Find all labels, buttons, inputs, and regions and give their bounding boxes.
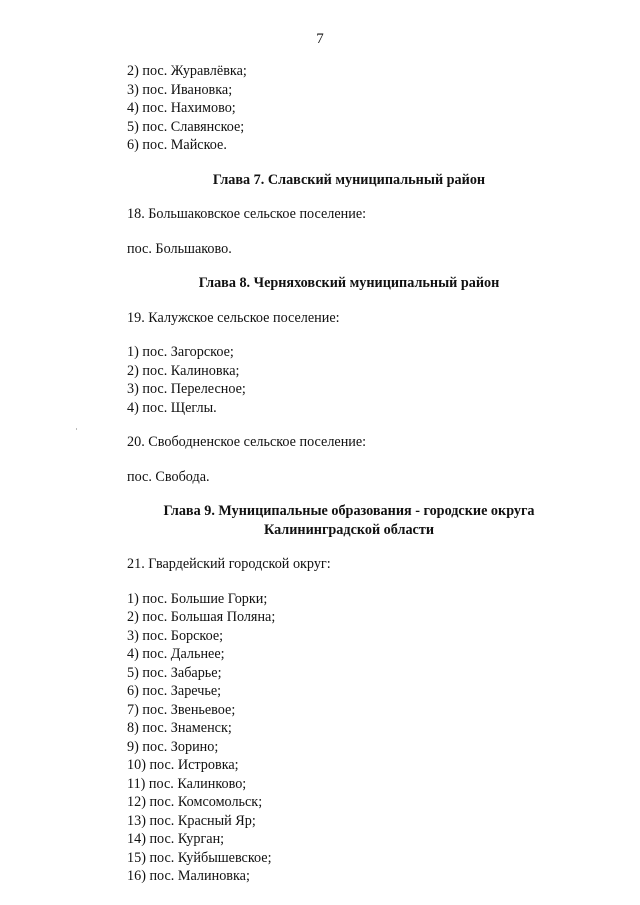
list-item: 4) пос. Щеглы. xyxy=(127,399,217,416)
list-item: 6) пос. Заречье; xyxy=(127,683,222,699)
document-body xyxy=(127,62,567,886)
list-item: 10) пос. Истровка; xyxy=(127,757,239,773)
chapter-9-heading xyxy=(115,502,583,539)
list-item: 9) пос. Зорино; xyxy=(127,738,219,755)
list-item: 6) пос. Майское. xyxy=(127,137,227,153)
list-item: 14) пос. Курган; xyxy=(127,831,225,847)
list-item: 3) пос. Ивановка; xyxy=(127,81,233,98)
district-title: 21. Гвардейский городской округ: xyxy=(127,556,331,572)
chapter-9-heading-line: Глава 9. Муниципальные образования - городские округа xyxy=(163,503,535,519)
list-item: 5) пос. Забарье; xyxy=(127,664,222,681)
list-item: 3) пос. Борское; xyxy=(127,627,224,644)
list-item: 2) пос. Большая Поляна; xyxy=(127,609,276,625)
list-item: 3) пос. Перелесное; xyxy=(127,381,246,397)
settlement-text: пос. Большаково. xyxy=(127,240,232,257)
chapter-7-heading: Глава 7. Славский муниципальный район xyxy=(212,171,486,188)
settlement-title: 20. Свободненское сельское поселение: xyxy=(127,434,367,450)
list-item: 5) пос. Славянское; xyxy=(127,118,245,135)
settlement-list xyxy=(127,343,567,417)
list-item: 1) пос. Большие Горки; xyxy=(127,590,268,607)
list-item: 16) пос. Малиновка; xyxy=(127,868,250,884)
settlement-title: 19. Калужское сельское поселение: xyxy=(127,309,340,326)
list-item: 4) пос. Дальнее; xyxy=(127,646,225,662)
page-number: 7 xyxy=(316,31,324,47)
district-list xyxy=(127,590,567,886)
scan-speck xyxy=(76,428,77,430)
intro-list xyxy=(127,62,567,155)
list-item: 11) пос. Калинково; xyxy=(127,775,247,792)
settlement-text: пос. Свобода. xyxy=(127,468,210,485)
list-item: 13) пос. Красный Яр; xyxy=(127,812,256,829)
list-item: 4) пос. Нахимово; xyxy=(127,100,236,116)
list-item: 12) пос. Комсомольск; xyxy=(127,794,263,810)
list-item: 15) пос. Куйбышевское; xyxy=(127,849,272,866)
list-item: 1) пос. Загорское; xyxy=(127,344,234,360)
list-item: 2) пос. Журавлёвка; xyxy=(127,63,247,79)
list-item: 8) пос. Знаменск; xyxy=(127,720,232,736)
list-item: 2) пос. Калиновка; xyxy=(127,362,240,379)
chapter-9-heading-line: Калининградской области xyxy=(263,521,434,538)
list-item: 7) пос. Звеньевое; xyxy=(127,701,236,718)
settlement-title: 18. Большаковское сельское поселение: xyxy=(127,206,367,222)
chapter-8-heading: Глава 8. Черняховский муниципальный район xyxy=(198,275,500,291)
